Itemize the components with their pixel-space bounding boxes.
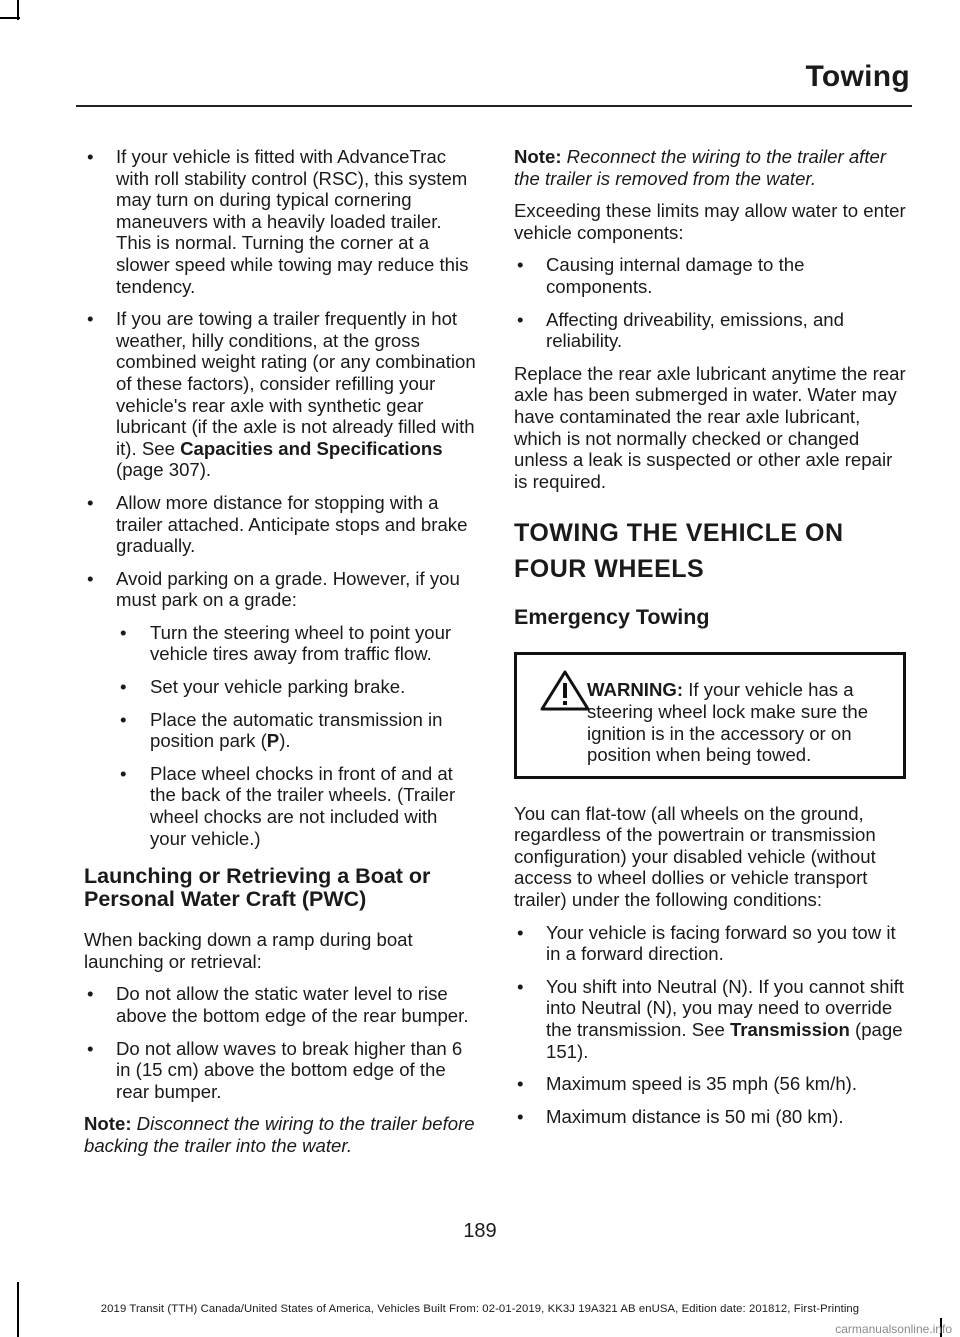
list-item: • Avoid parking on a grade. However, if you must park on a grade:: [84, 568, 476, 611]
subsection-title: Emergency Towing: [514, 605, 710, 630]
page-title: Towing: [805, 60, 910, 93]
crop-mark: [0, 17, 20, 19]
link-transmission[interactable]: Transmission: [729, 1019, 850, 1041]
flat-tow-paragraph: You can flat-tow (all wheels on the ground, regardless of the powertrain or transmission configuration) your disabled vehicle (without access to wheel dollies or vehicle transport trailer) under the following conditions:: [514, 802, 876, 911]
footer-text: 2019 Transit (TTH) Canada/United States of America, Vehicles Built From: 02-01-2019, KK3J 19A321 AB enUSA, Edition date: 201812, First-Printing: [100, 1303, 860, 1315]
list-item: • Allow more distance for stopping with a trailer attached. Anticipate stops and brake gradually.: [84, 492, 476, 557]
note: Note: Disconnect the wiring to the trailer before backing the trailer into the water.: [84, 1113, 475, 1156]
warning-text: WARNING: If your vehicle has a steering wheel lock make sure the ignition is in the accessory or on position when being towed.: [587, 679, 869, 766]
list-item: • Affecting driveability, emissions, and reliability.: [514, 309, 906, 352]
list-item: • You shift into Neutral (N). If you cannot shift into Neutral (N), you may need to override the transmission. See Transmission (page 151).: [514, 976, 906, 1062]
list-item: • Do not allow waves to break higher than 6 in (15 cm) above the bottom edge of the rear bumper.: [84, 1038, 476, 1103]
sub-list-item: • Place the automatic transmission in position park (P).: [84, 709, 476, 752]
exceed-intro: Exceeding these limits may allow water to enter vehicle components:: [514, 200, 906, 243]
sub-list-item: • Place wheel chocks in front of and at the back of the trailer wheels. (Trailer wheel chocks are not included with your vehicle.): [84, 763, 476, 849]
sub-list-item: • Turn the steering wheel to point your vehicle tires away from traffic flow.: [84, 622, 476, 665]
list-item: • Causing internal damage to the components.: [514, 254, 906, 297]
list-item: • Do not allow the static water level to rise above the bottom edge of the rear bumper.: [84, 983, 476, 1026]
boat-heading: Launching or Retrieving a Boat or Personal Water Craft (PWC): [84, 864, 431, 912]
header-divider: [76, 105, 912, 107]
list-item: • Your vehicle is facing forward so you tow it in a forward direction.: [514, 922, 906, 965]
replace-paragraph: Replace the rear axle lubricant anytime the rear axle has been submerged in water. Water may have contaminated the rear axle lubricant, which is not normally checked or changed unless a leak is suspected or other axle repair is required.: [514, 362, 906, 492]
watermark: carmanualsonline.info: [835, 1322, 952, 1336]
link-capacities-specifications[interactable]: Capacities and Specifications: [180, 437, 443, 459]
section-title: TOWING THE VEHICLE ON FOUR WHEELS: [514, 519, 844, 584]
list-item: • If you are towing a trailer frequently in hot weather, hilly conditions, at the gross combined weight rating (or any combination of these factors), consider refilling your vehicle's rear axle with synthetic gear lubricant (if the axle is not already filled with it). See Capacities and Specifications (page 307).: [84, 308, 476, 481]
list-item: • Maximum distance is 50 mi (80 km).: [514, 1106, 906, 1128]
left-column: [84, 146, 476, 1168]
sub-list-item: • Set your vehicle parking brake.: [84, 676, 476, 698]
note: Note: Reconnect the wiring to the trailer after the trailer is removed from the water.: [514, 146, 887, 189]
list-item: • Maximum speed is 35 mph (56 km/h).: [514, 1073, 906, 1095]
warning-triangle-icon: [539, 669, 591, 711]
warning-box: [514, 652, 906, 778]
boat-intro: When backing down a ramp during boat launching or retrieval:: [84, 929, 413, 972]
right-column: [514, 146, 906, 1138]
page-number: 189: [463, 1220, 497, 1242]
list-item: • If your vehicle is fitted with AdvanceTrac with roll stability control (RSC), this system may turn on during typical cornering maneuvers with a heavily loaded trailer. This is normal. Turning the corner at a slower speed while towing may reduce this tendency.: [84, 146, 476, 297]
